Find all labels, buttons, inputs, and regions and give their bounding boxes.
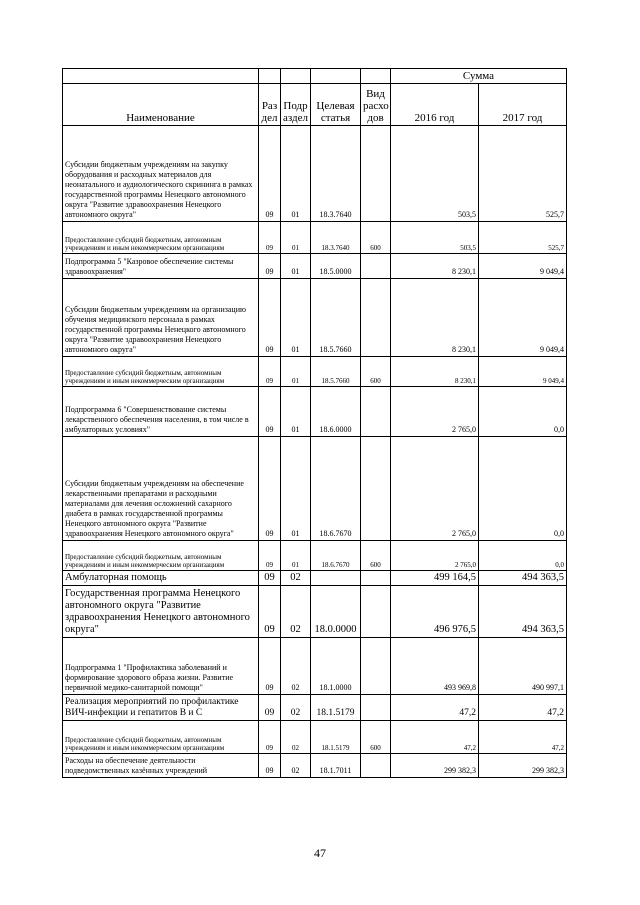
cell-vid <box>361 437 391 541</box>
cell-2016: 47,2 <box>391 721 479 754</box>
page-number: 47 <box>314 846 326 860</box>
cell-2017: 494 363,5 <box>479 586 567 638</box>
cell-vid <box>361 695 391 721</box>
header-empty-5 <box>361 69 391 84</box>
cell-2016: 8 230,1 <box>391 254 479 279</box>
header-podrazdel: Подр аздел <box>281 84 311 126</box>
cell-celevaya: 18.1.5179 <box>311 721 361 754</box>
table-row <box>63 357 567 387</box>
cell-celevaya: 18.3.7640 <box>311 222 361 254</box>
cell-podrazdel: 02 <box>281 754 311 778</box>
cell-vid: 600 <box>361 357 391 387</box>
cell-2016: 499 164,5 <box>391 571 479 586</box>
table-row <box>63 586 567 638</box>
cell-celevaya: 18.1.5179 <box>311 695 361 721</box>
table-body <box>63 126 567 778</box>
cell-name: Субсидии бюджетным учреждениям на закупку оборудования и расходных материалов для неонатального и аудиологического скрининга в рамках государственной программы Ненецкого автономного округа "Развитие здравоохранения Ненецкого автономного округа" <box>63 126 259 222</box>
cell-name: Предоставление субсидий бюджетным, автономным учреждениям и иным некоммерческим организациям <box>63 357 259 387</box>
cell-name: Государственная программа Ненецкого автономного округа "Развитие здравоохранения Ненецкого автономного округа" <box>63 586 259 638</box>
cell-2017: 0,0 <box>479 437 567 541</box>
cell-celevaya: 18.1.7011 <box>311 754 361 778</box>
cell-2017: 0,0 <box>479 541 567 571</box>
cell-vid <box>361 126 391 222</box>
cell-2016: 503,5 <box>391 126 479 222</box>
cell-2016: 2 765,0 <box>391 387 479 437</box>
cell-podrazdel: 02 <box>281 586 311 638</box>
table-row <box>63 638 567 695</box>
cell-podrazdel: 01 <box>281 222 311 254</box>
cell-2017: 299 382,3 <box>479 754 567 778</box>
cell-2017: 525,7 <box>479 222 567 254</box>
header-empty-3 <box>281 69 311 84</box>
cell-name: Предоставление субсидий бюджетным, автономным учреждениям и иным некоммерческим организациям <box>63 222 259 254</box>
cell-celevaya: 18.6.0000 <box>311 387 361 437</box>
cell-2016: 299 382,3 <box>391 754 479 778</box>
cell-razdel: 09 <box>259 387 281 437</box>
cell-podrazdel: 01 <box>281 437 311 541</box>
cell-celevaya: 18.5.7660 <box>311 357 361 387</box>
cell-vid: 600 <box>361 541 391 571</box>
cell-razdel: 09 <box>259 541 281 571</box>
table-row <box>63 695 567 721</box>
cell-podrazdel: 01 <box>281 541 311 571</box>
table-row <box>63 387 567 437</box>
cell-vid <box>361 638 391 695</box>
cell-podrazdel: 01 <box>281 126 311 222</box>
cell-name: Предоставление субсидий бюджетным, автономным учреждениям и иным некоммерческим организациям <box>63 541 259 571</box>
header-empty-4 <box>311 69 361 84</box>
table-row <box>63 254 567 279</box>
cell-razdel: 09 <box>259 695 281 721</box>
header-name: Наименование <box>63 84 259 126</box>
cell-razdel: 09 <box>259 222 281 254</box>
cell-podrazdel: 02 <box>281 695 311 721</box>
cell-2017: 0,0 <box>479 387 567 437</box>
cell-razdel: 09 <box>259 279 281 357</box>
header-razdel: Раз дел <box>259 84 281 126</box>
header-empty-1 <box>63 69 259 84</box>
cell-2016: 2 765,0 <box>391 541 479 571</box>
cell-razdel: 09 <box>259 571 281 586</box>
header-empty-2 <box>259 69 281 84</box>
cell-name: Расходы на обеспечение деятельности подведомственных казённых учреждений <box>63 754 259 778</box>
table-row <box>63 721 567 754</box>
cell-2016: 493 969,8 <box>391 638 479 695</box>
cell-2017: 47,2 <box>479 721 567 754</box>
cell-podrazdel: 01 <box>281 279 311 357</box>
cell-vid <box>361 571 391 586</box>
cell-razdel: 09 <box>259 721 281 754</box>
table-row <box>63 279 567 357</box>
cell-podrazdel: 02 <box>281 721 311 754</box>
cell-vid <box>361 586 391 638</box>
cell-razdel: 09 <box>259 357 281 387</box>
table-row <box>63 541 567 571</box>
cell-celevaya: 18.6.7670 <box>311 541 361 571</box>
cell-podrazdel: 02 <box>281 638 311 695</box>
header-vid: Вид расхо дов <box>361 84 391 126</box>
cell-celevaya: 18.5.0000 <box>311 254 361 279</box>
cell-2017: 9 049,4 <box>479 254 567 279</box>
cell-celevaya: 18.3.7640 <box>311 126 361 222</box>
cell-razdel: 09 <box>259 254 281 279</box>
cell-razdel: 09 <box>259 754 281 778</box>
cell-razdel: 09 <box>259 638 281 695</box>
cell-2017: 494 363,5 <box>479 571 567 586</box>
cell-vid <box>361 387 391 437</box>
cell-name: Подпрограмма 6 "Совершенствование системы лекарственного обеспечения населения, в том числе в амбулаторных условиях" <box>63 387 259 437</box>
table-row <box>63 222 567 254</box>
cell-2017: 9 049,4 <box>479 357 567 387</box>
cell-2016: 496 976,5 <box>391 586 479 638</box>
cell-2016: 503,5 <box>391 222 479 254</box>
table-row <box>63 571 567 586</box>
cell-celevaya: 18.1.0000 <box>311 638 361 695</box>
cell-razdel: 09 <box>259 437 281 541</box>
cell-celevaya: 18.6.7670 <box>311 437 361 541</box>
table-row <box>63 754 567 778</box>
cell-vid <box>361 279 391 357</box>
cell-podrazdel: 02 <box>281 571 311 586</box>
cell-name: Субсидии бюджетным учреждениям на обеспечение лекарственными препаратами и расходными материалами для лечения осложнений сахарного диабета в рамках государственной программы Ненецкого автономного округа "Развитие здравоохранения Ненецкого автономного округа" <box>63 437 259 541</box>
cell-2016: 8 230,1 <box>391 357 479 387</box>
cell-name: Предоставление субсидий бюджетным, автономным учреждениям и иным некоммерческим организациям <box>63 721 259 754</box>
table-row <box>63 437 567 541</box>
budget-table <box>62 68 567 778</box>
cell-2017: 490 997,1 <box>479 638 567 695</box>
cell-vid <box>361 754 391 778</box>
cell-2017: 47,2 <box>479 695 567 721</box>
cell-vid: 600 <box>361 222 391 254</box>
cell-vid <box>361 254 391 279</box>
cell-podrazdel: 01 <box>281 387 311 437</box>
header-2017: 2017 год <box>479 84 567 126</box>
header-2016: 2016 год <box>391 84 479 126</box>
table-row <box>63 126 567 222</box>
cell-2016: 47,2 <box>391 695 479 721</box>
cell-name: Субсидии бюджетным учреждениям на организацию обучения медицинского персонала в рамках государственной программы Ненецкого автономного округа "Развитие здравоохранения Ненецкого автономного округа" <box>63 279 259 357</box>
cell-name: Подпрограмма 5 "Казровое обеспечение системы здравоохранения" <box>63 254 259 279</box>
header-summa: Сумма <box>391 69 567 84</box>
cell-name: Подпрограмма 1 "Профилактика заболеваний и формирование здорового образа жизни. Развитие первичной медико-санитарной помощи" <box>63 638 259 695</box>
cell-podrazdel: 01 <box>281 357 311 387</box>
cell-2017: 9 049,4 <box>479 279 567 357</box>
cell-podrazdel: 01 <box>281 254 311 279</box>
cell-name: Амбулаторная помощь <box>63 571 259 586</box>
cell-celevaya: 18.0.0000 <box>311 586 361 638</box>
cell-razdel: 09 <box>259 586 281 638</box>
cell-razdel: 09 <box>259 126 281 222</box>
cell-name: Реализация мероприятий по профилактике ВИЧ-инфекции и гепатитов В и С <box>63 695 259 721</box>
header-celevaya: Целевая статья <box>311 84 361 126</box>
cell-celevaya <box>311 571 361 586</box>
cell-2017: 525,7 <box>479 126 567 222</box>
cell-2016: 8 230,1 <box>391 279 479 357</box>
cell-2016: 2 765,0 <box>391 437 479 541</box>
cell-celevaya: 18.5.7660 <box>311 279 361 357</box>
cell-vid: 600 <box>361 721 391 754</box>
